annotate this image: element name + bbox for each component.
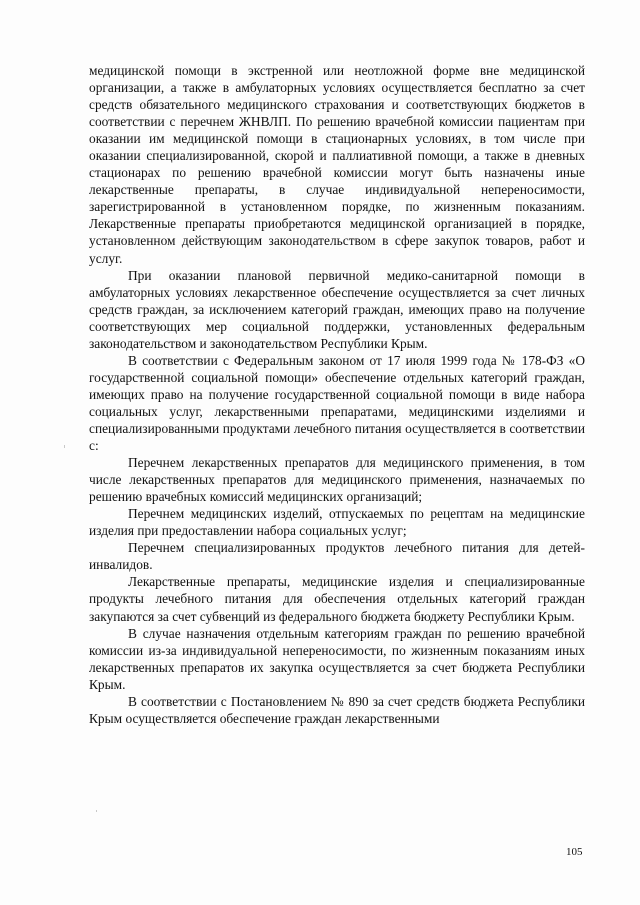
paragraph-device-list: Перечнем медицинских изделий, отпускаемых по рецептам на медицинские изделия при предоставлении набора социальных услуг; [89,506,585,539]
document-body [89,62,585,727]
scan-artifact [96,810,97,812]
paragraph-federal-law: В соответствии с Федеральным законом от 17 июля 1999 года № 178-ФЗ «О государственной социальной помощи» обеспечение отдельных категорий граждан, имеющих право на получение государственной социальной помощи в виде набора социальных услуг, лекарственными препаратами, медицинскими изделиями и специализированными продуктами лечебного питания осуществляется в соответствии с: [89,352,585,454]
scan-artifact [64,445,65,448]
page-number: 105 [566,846,583,858]
paragraph-nutrition-list: Перечнем специализированных продуктов лечебного питания для детей-инвалидов. [89,540,585,573]
paragraph-individual-intolerance: В случае назначения отдельным категориям граждан по решению врачебной комиссии из-за индивидуальной непереносимости, по жизненным показаниям иных лекарственных препаратов их закупка осуществляется за счет бюджета Республики Крым. [89,625,585,692]
paragraph-continuation: медицинской помощи в экстренной или неотложной форме вне медицинской организации, а также в амбулаторных условиях осуществляется бесплатно за счет средств обязательного медицинского страхования и соответствующих бюджетов в соответствии с перечнем ЖНВЛП. По решению врачебной комиссии пациентам при оказании им медицинской помощи в стационарных условиях, в том числе при оказании специализированной, скорой и паллиативной помощи, а также в дневных стационарах по решению врачебной комиссии могут быть назначены иные лекарственные препараты, в случае индивидуальной непереносимости, зарегистрированной в установленном порядке, по жизненным показаниям. Лекарственные препараты приобретаются медицинской организацией в порядке, установленном действующим законодательством в сфере закупок товаров, работ и услуг. [89,63,585,266]
paragraph-subventions: Лекарственные препараты, медицинские изделия и специализированные продукты лечебного питания для обеспечения отдельных категорий граждан закупаются за счет субвенций из федерального бюджета бюджету Республики Крым. [89,574,585,624]
paragraph-planned-care: При оказании плановой первичной медико-санитарной помощи в амбулаторных условиях лекарственное обеспечение осуществляется за счет личных средств граждан, за исключением категорий граждан, имеющих право на получение соответствующих мер социальной поддержки, установленных федеральным законодательством и законодательством Республики Крым. [89,267,585,351]
paragraph-resolution-890: В соответствии с Постановлением № 890 за счет средств бюджета Республики Крым осуществляется обеспечение граждан лекарственными [89,693,585,726]
paragraph-drug-list: Перечнем лекарственных препаратов для медицинского применения, в том числе лекарственных препаратов для медицинского применения, назначаемых по решению врачебных комиссий медицинских организаций; [89,455,585,505]
